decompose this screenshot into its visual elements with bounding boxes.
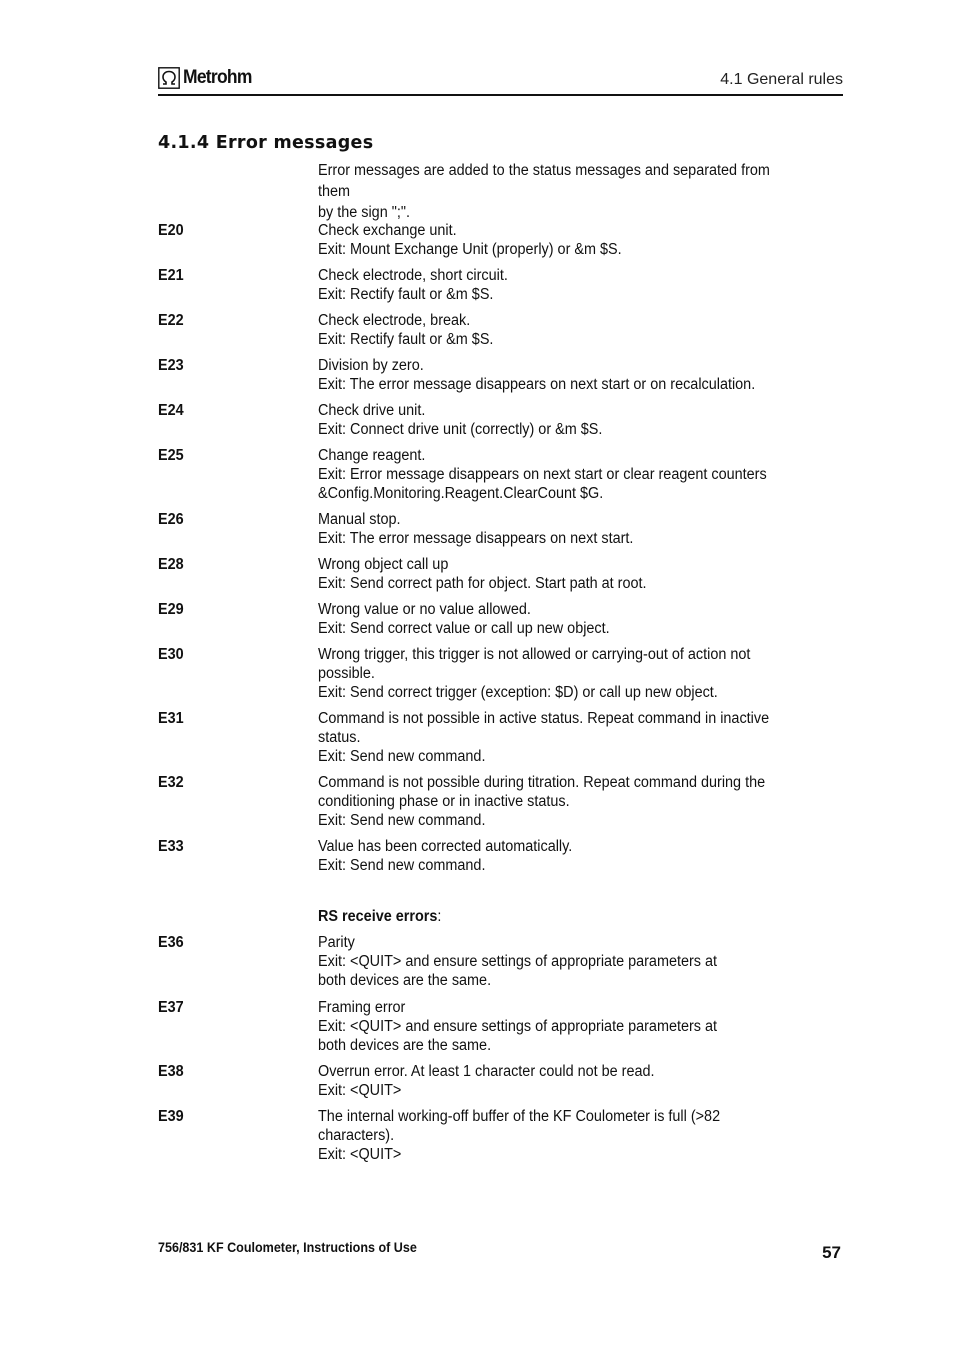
page-number: 57 bbox=[822, 1243, 841, 1262]
error-code: E23 bbox=[158, 357, 184, 374]
error-description-line: Wrong trigger, this trigger is not allowed or carrying-out of action not bbox=[318, 646, 751, 663]
brand-logo bbox=[158, 67, 258, 89]
error-description-line: Value has been corrected automatically. bbox=[318, 838, 573, 855]
error-description-line: Framing error bbox=[318, 999, 406, 1016]
omega-logo-icon bbox=[158, 67, 180, 89]
error-description-line: Exit: The error message disappears on next start or on recalculation. bbox=[318, 376, 756, 394]
error-description bbox=[318, 837, 839, 875]
error-description-line: Change reagent. bbox=[318, 447, 426, 464]
error-description-line: Wrong object call up bbox=[318, 556, 449, 573]
error-description-line: Manual stop. bbox=[318, 511, 401, 528]
error-description bbox=[318, 645, 839, 703]
error-description-line: Exit: Mount Exchange Unit (properly) or &m $S. bbox=[318, 241, 622, 259]
error-description bbox=[318, 773, 839, 831]
rs-errors-colon: : bbox=[437, 908, 442, 925]
error-description bbox=[318, 709, 839, 767]
error-description-line: possible. bbox=[318, 665, 375, 683]
error-description bbox=[318, 311, 839, 349]
error-code: E30 bbox=[158, 646, 184, 663]
error-description-line: The internal working-off buffer of the KF Coulometer is full (>82 bbox=[318, 1108, 721, 1125]
error-description-line: Check electrode, short circuit. bbox=[318, 267, 508, 284]
footer-title: 756/831 KF Coulometer, Instructions of Use bbox=[158, 1240, 417, 1255]
error-code: E21 bbox=[158, 267, 184, 284]
error-description-line: Check exchange unit. bbox=[318, 222, 457, 239]
error-description bbox=[318, 221, 839, 259]
error-description-line: Exit: <QUIT> bbox=[318, 1146, 402, 1164]
error-description bbox=[318, 401, 839, 439]
error-description bbox=[318, 1062, 839, 1100]
error-description-line: Exit: Send new command. bbox=[318, 748, 486, 766]
section-heading: 4.1.4 Error messages bbox=[158, 133, 374, 153]
error-description-line: both devices are the same. bbox=[318, 972, 492, 990]
error-description-line: Exit: Error message disappears on next start or clear reagent counters bbox=[318, 466, 767, 484]
error-code: E22 bbox=[158, 312, 184, 329]
error-description bbox=[318, 555, 839, 593]
section-label: 4.1 General rules bbox=[720, 71, 843, 88]
rs-errors-title: RS receive errors bbox=[318, 908, 438, 925]
error-description bbox=[318, 266, 839, 304]
error-description-line: Check electrode, break. bbox=[318, 312, 471, 329]
error-code: E31 bbox=[158, 710, 184, 727]
error-description-line: Exit: Send correct value or call up new object. bbox=[318, 620, 610, 638]
error-code: E29 bbox=[158, 601, 184, 618]
error-description-line: Exit: <QUIT> and ensure settings of appropriate parameters at bbox=[318, 953, 718, 971]
error-description-line: Exit: Send correct trigger (exception: $D) or call up new object. bbox=[318, 684, 718, 702]
error-description-line: conditioning phase or in inactive status. bbox=[318, 793, 570, 811]
error-description bbox=[318, 998, 839, 1056]
error-description-line: &Config.Monitoring.Reagent.ClearCount $G. bbox=[318, 485, 604, 503]
error-description-line: status. bbox=[318, 729, 361, 747]
error-description-line: Check drive unit. bbox=[318, 402, 426, 419]
error-description bbox=[318, 446, 839, 504]
error-description bbox=[318, 356, 839, 394]
error-description-line: Command is not possible during titration. Repeat command during the bbox=[318, 774, 766, 791]
error-description-line: Exit: Rectify fault or &m $S. bbox=[318, 331, 494, 349]
error-code: E26 bbox=[158, 511, 184, 528]
error-description-line: Exit: The error message disappears on next start. bbox=[318, 530, 634, 548]
error-code: E36 bbox=[158, 934, 184, 951]
error-code: E39 bbox=[158, 1108, 184, 1125]
intro-paragraph bbox=[318, 160, 802, 223]
error-description-line: Wrong value or no value allowed. bbox=[318, 601, 531, 618]
intro-line: by the sign ";". bbox=[318, 204, 410, 221]
error-description bbox=[318, 510, 839, 548]
error-description-line: Command is not possible in active status. Repeat command in inactive bbox=[318, 710, 770, 727]
error-code: E28 bbox=[158, 556, 184, 573]
error-code: E20 bbox=[158, 222, 184, 239]
error-code: E33 bbox=[158, 838, 184, 855]
error-code: E25 bbox=[158, 447, 184, 464]
error-description-line: Exit: <QUIT> bbox=[318, 1082, 402, 1100]
error-description-line: Division by zero. bbox=[318, 357, 424, 374]
error-description bbox=[318, 600, 839, 638]
brand-name: Metrohm bbox=[183, 67, 252, 88]
error-description-line: characters). bbox=[318, 1127, 395, 1145]
error-description bbox=[318, 933, 839, 991]
rs-errors-subheading bbox=[318, 907, 441, 926]
page-header bbox=[158, 64, 843, 96]
intro-line: Error messages are added to the status messages and separated from them bbox=[318, 162, 770, 200]
error-description-line: Exit: Connect drive unit (correctly) or &m $S. bbox=[318, 421, 603, 439]
error-description-line: Exit: Send new command. bbox=[318, 857, 486, 875]
error-code: E24 bbox=[158, 402, 184, 419]
error-code: E32 bbox=[158, 774, 184, 791]
error-description-line: Exit: Send correct path for object. Start path at root. bbox=[318, 575, 647, 593]
error-description-line: Exit: Send new command. bbox=[318, 812, 486, 830]
error-description bbox=[318, 1107, 839, 1165]
error-description-line: Overrun error. At least 1 character could not be read. bbox=[318, 1063, 655, 1080]
error-code: E37 bbox=[158, 999, 184, 1016]
error-description-line: both devices are the same. bbox=[318, 1037, 492, 1055]
error-description-line: Exit: Rectify fault or &m $S. bbox=[318, 286, 494, 304]
error-code: E38 bbox=[158, 1063, 184, 1080]
error-description-line: Exit: <QUIT> and ensure settings of appropriate parameters at bbox=[318, 1018, 718, 1036]
error-description-line: Parity bbox=[318, 934, 355, 951]
